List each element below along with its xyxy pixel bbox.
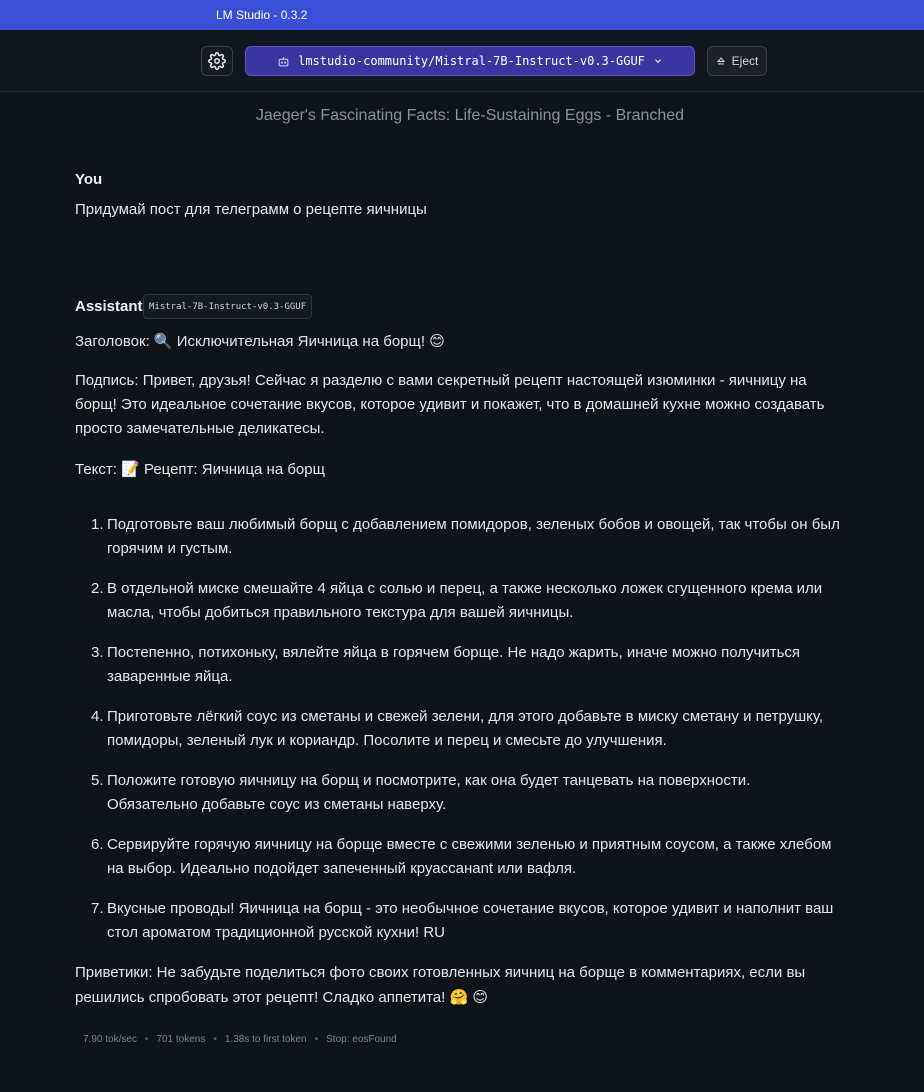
- chat-title: Jaeger's Fascinating Facts: Life-Sustaining Eggs - Branched: [255, 107, 685, 124]
- hugging-face-icon: 🤗: [449, 988, 469, 1006]
- memo-icon: 📝: [121, 460, 140, 478]
- assistant-heading-line: [75, 329, 845, 354]
- stat-first-token: 1.38s to first token: [224, 1034, 307, 1045]
- assistant-model-badge: Mistral-7B-Instruct-v0.3-GGUF: [143, 294, 312, 319]
- eject-icon: [716, 56, 726, 66]
- heading-prefix: Заголовок:: [75, 333, 150, 350]
- user-message: Придумай пост для телеграмм о рецепте яичницы: [75, 201, 427, 218]
- model-selector[interactable]: [245, 46, 695, 76]
- heading-text: Исключительная Яичница на борщ!: [176, 333, 426, 350]
- window-titlebar: [0, 0, 924, 30]
- assistant-closing: [75, 961, 845, 1010]
- magnifier-icon: 🔍: [153, 332, 173, 350]
- robot-icon: [277, 55, 290, 68]
- stat-stop: Stop: eosFound: [326, 1034, 397, 1045]
- list-item: 2. В отдельной миске смешайте 4 яйца с солью и перец, а также несколько ложек сгущенного крема или масла, чтобы добиться правильного текстура для вашей яичницы.: [91, 580, 823, 621]
- text-prefix: Текст:: [75, 461, 117, 478]
- assistant-text-line: [75, 457, 845, 482]
- assistant-caption: Подпись: Привет, друзья! Сейчас я разделю с вами секретный рецепт настоящей изюминки - яичницу на борщ! Это идеальное сочетание вкусов, которое удивит и покажет, что в домашней кухне можно создавать просто замечательные деликатесы.: [75, 372, 825, 437]
- list-item: 3. Постепенно, потихоньку, вялейте яйца в горячем борще. Не надо жарить, иначе можно получиться заваренные яйца.: [91, 644, 801, 685]
- chevron-down-icon: [653, 56, 663, 66]
- stat-tokens: 701 tokens: [156, 1034, 206, 1045]
- user-label: You: [75, 171, 103, 188]
- top-toolbar: [0, 30, 924, 92]
- list-item: 1. Подготовьте ваш любимый борщ с добавлением помидоров, зеленых бобов и овощей, так чтобы он был горячим и густым.: [91, 516, 840, 557]
- list-item: 4. Приготовьте лёгкий соус из сметаны и свежей зелени, для этого добавьте в миску сметану и петрушку, помидоры, зеленый лук и кориандр. Посолите и перец и смесьте до улучшения.: [91, 708, 824, 749]
- generation-stats: [83, 1034, 397, 1045]
- eject-label: Eject: [731, 54, 759, 68]
- list-item: 6. Сервируйте горячую яичницу на борще вместе с свежими зеленью и приятным соусом, а также хлебом на выбор. Идеально подойдет запеченный круассанant или вафля.: [91, 836, 832, 877]
- list-item: 5. Положите готовую яичницу на борщ и посмотрите, как она будет танцевать на поверхности. Обязательно добавьте соус из сметаны наверху.: [91, 772, 751, 813]
- window-title: LM Studio - 0.3.2: [216, 8, 308, 22]
- assistant-label: Assistant: [75, 298, 143, 315]
- stat-speed: 7.90 tok/sec: [83, 1034, 137, 1045]
- separator-dot: •: [314, 1034, 319, 1045]
- closing-text: Приветики: Не забудьте поделиться фото своих готовленных яичниц на борще в комментариях, если вы решились спробовать этот рецепт! Сладко аппетита!: [75, 964, 806, 1006]
- text-title: Рецепт: Яичница на борщ: [143, 461, 325, 478]
- smile-icon: 😊: [429, 332, 445, 350]
- separator-dot: •: [144, 1034, 149, 1045]
- eject-button[interactable]: [707, 46, 767, 76]
- settings-button[interactable]: [201, 46, 233, 76]
- model-selector-label: lmstudio-community/Mistral-7B-Instruct-v0.3-GGUF: [298, 54, 645, 68]
- list-item: 7. Вкусные проводы! Яичница на борщ - это необычное сочетание вкусов, которое удивит и наполнит ваш стол ароматом традиционной русской кухни! RU: [91, 900, 834, 941]
- gear-icon: [208, 52, 226, 70]
- separator-dot: •: [213, 1034, 217, 1045]
- smile-icon: 😊: [472, 988, 488, 1006]
- recipe-steps-list: [75, 513, 845, 961]
